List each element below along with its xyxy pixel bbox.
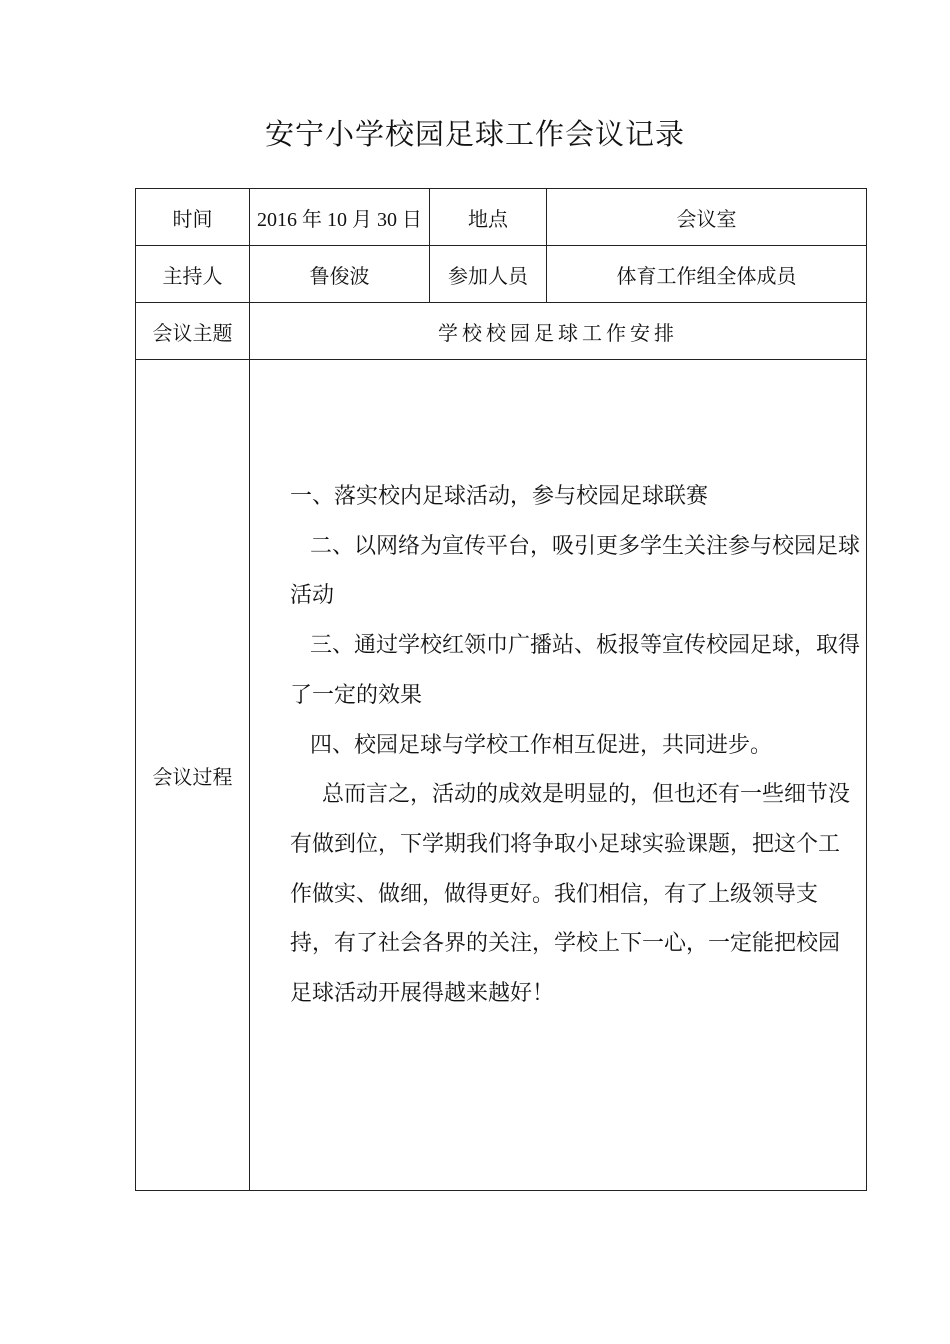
host-participants-row: [136, 246, 867, 303]
topic-value: 学校校园足球工作安排: [250, 303, 867, 360]
host-label: 主持人: [136, 246, 250, 303]
process-paragraph: 一、落实校内足球活动，参与校园足球联赛: [290, 484, 709, 509]
participants-value: 体育工作组全体成员: [547, 246, 867, 303]
meeting-record-table: [135, 188, 867, 1191]
location-label: 地点: [430, 189, 547, 246]
process-paragraph: 四、校园足球与学校工作相互促进，共同进步。: [310, 732, 773, 758]
participants-label: 参加人员: [430, 246, 547, 303]
process-paragraph: 总而言之，活动的成效是明显的，但也还有一些细节没有做到位，下学期我们将争取小足球实验课题，把这个工作做实、做细，做得更好。我们相信，有了上级领导支持，有了社会各界的关注，学校上下一心，一定能把校园足球活动开展得越来越好！: [290, 782, 851, 1007]
topic-label: 会议主题: [136, 303, 250, 360]
process-row: [136, 360, 867, 1191]
process-paragraph: 二、以网络为宣传平台，吸引更多学生关注参与校园足球活动: [290, 533, 861, 609]
process-paragraph: 三、通过学校红领巾广播站、板报等宣传校园足球，取得了一定的效果: [290, 633, 861, 708]
process-content-cell: [250, 360, 867, 1191]
time-label: 时间: [136, 189, 250, 246]
document-title: 安宁小学校园足球工作会议记录: [264, 117, 685, 151]
process-text-block: [250, 472, 866, 1019]
time-value: 2016 年 10 月 30 日: [250, 189, 430, 246]
time-location-row: [136, 189, 867, 246]
topic-row: [136, 303, 867, 360]
location-value: 会议室: [547, 189, 867, 246]
process-label: 会议过程: [136, 360, 250, 1191]
host-value: 鲁俊波: [250, 246, 430, 303]
